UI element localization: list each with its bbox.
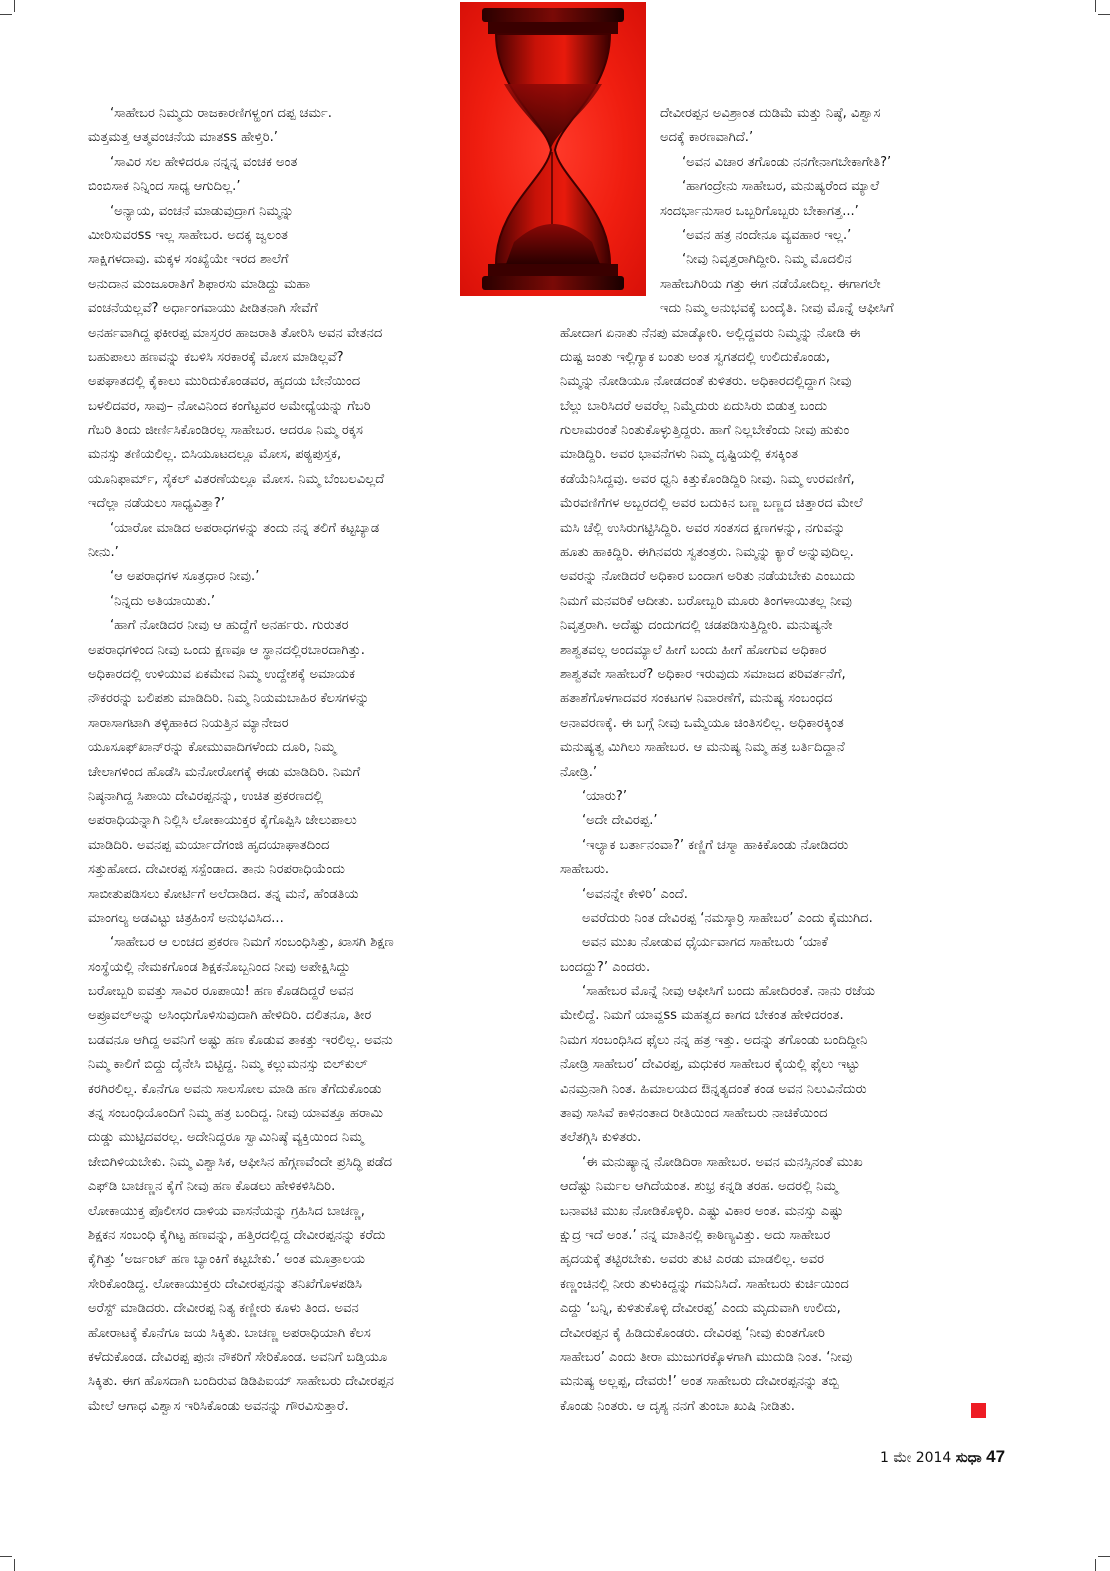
text-line: ಶಾಶ್ವತವಲ್ಲ ಅಂದಮ್ಯಾಲೆ ಹೀಗೆ ಬಂದು ಹೀಗೆ ಹೋಗುವ ಅಧಿಕಾರ [560,642,827,658]
text-line: ‘ಸಾಹೇಬರ ಮೊನ್ನೆ ನೀವು ಆಫೀಸಿಗೆ ಬಂದು ಹೋದಿರಂತೆ. ನಾನು ರಜೆಯ [582,984,875,1000]
text-line: ಶಾಶ್ವತವೇ ಸಾಹೇಬರೆ? ಅಧಿಕಾರ ಇರುವುದು ಸಮಾಜದ ಪರಿವರ್ತನೆಗೆ, [560,666,846,682]
text-line: ಮನಸ್ಸು ತಣಿಯಲಿಲ್ಲ. ಬಿಸಿಯೂಟದಲ್ಲೂ ಮೋಸ, ಪಠ್ಯಪುಸ್ತಕ, [88,447,342,463]
crop-mark-bottom-right-v [1095,1559,1096,1571]
text-line: ಕಳೆದುಕೊಂಡ. ದೇವಿರಪ್ಪ ಪುನಃ ನೌಕರಿಗೆ ಸೇರಿಕೊಂಡ. ಅವನಿಗೆ ಬಡ್ತಿಯೂ [88,1349,388,1365]
text-line: ಹತಾಶೆಗೊಳಗಾದವರ ಸಂಕಟಗಳ ನಿವಾರಣೆಗೆ, ಮನುಷ್ಯ ಸಂಬಂಧದ [560,691,833,707]
text-line: ವಿನಮ್ರನಾಗಿ ನಿಂತ. ಹಿಮಾಲಯದ ಔನ್ನತ್ಯದಂತೆ ಕಂಡ ಅವನ ನಿಲುವಿನೆದುರು [560,1081,867,1097]
text-line: ‘ಸಾವಿರ ಸಲ ಹೇಳಿದರೂ ನನ್ನನ್ನ ವಂಚಕ ಅಂತ [110,154,298,170]
text-line: ಎದ್ದು ‘ಬನ್ನಿ, ಕುಳಿತುಕೊಳ್ಳಿ ದೇವೀರಪ್ಪ’ ಎಂದು ಮೃದುವಾಗಿ ಉಲಿದು, [560,1301,841,1317]
text-line: ಅವರನ್ನು ನೋಡಿದರೆ ಅಧಿಕಾರ ಬಂದಾಗ ಅರಿತು ನಡೆಯಬೇಕು ಎಂಬುದು [560,569,856,585]
text-line: ಮಾಂಗಲ್ಯ ಅಡವಿಟ್ಟು ಚಿತ್ರಹಿಂಸೆ ಅನುಭವಿಸಿದ... [88,910,284,926]
text-line: ಸಿಕ್ಕಿತು. ಈಗ ಹೊಸದಾಗಿ ಬಂದಿರುವ ಡಿಡಿಪಿಐಯ್ ಸಾಹೇಬರು ದೇವೀರಪ್ಪನ [88,1374,394,1390]
text-line: ಮಾಡಿದಿರಿ. ಅವನಪ್ಪ ಮರ್ಯಾದೆಗಂಜಿ ಹೃದಯಾಘಾತದಿಂದ [88,837,330,853]
text-line: ದುಷ್ಟ ಜಂತು ಇಲ್ಲಿಗ್ಯಾಕ ಬಂತು ಅಂತ ಸ್ವಗತದಲ್ಲಿ ಉಲಿದುಕೊಂಡು, [560,349,831,365]
text-line: ಅರೆಸ್ಟ್ ಮಾಡಿದರು. ದೇವೀರಪ್ಪ ನಿತ್ಯ ಕಣ್ಣೀರು ಕೂಳು ತಿಂದ. ಅವನ [88,1301,359,1317]
text-line: ಬರೋಬ್ಬರಿ ಐವತ್ತು ಸಾವಿರ ರೂಪಾಯಿ! ಹಣ ಕೊಡದಿದ್ದರೆ ಅವನ [88,984,354,1000]
text-line: ನಿಮಗ ಸಂಬಂಧಿಸಿದ ಫೈಲು ನನ್ನ ಹತ್ರ ಇತ್ತು. ಅದನ್ನು ತಗೊಂಡು ಬಂದಿದ್ದೀನಿ [560,1032,868,1048]
text-line: ‘ಅವನ ವಿಚಾರ ತಗೊಂಡು ನನಗೇನಾಗಬೇಕಾಗೇತಿ?’ [682,154,892,170]
text-line: ಅಪಘಾತದಲ್ಲಿ ಕೈಕಾಲು ಮುರಿದುಕೊಂಡವರ, ಹೃದಯ ಬೇನೆಯಿಂದ [88,374,361,390]
page-number: 47 [986,1447,1006,1466]
text-line: ‘ಇಲ್ಯಾಕ ಬರ್ತಾನಂವಾ?’ ಕಣ್ಣಿಗೆ ಚಸ್ಮಾ ಹಾಕಿಕೊಂಡು ನೋಡಿದರು [582,837,849,853]
text-line: ‘ಸಾಹೇಬರ ನಿಮ್ಮದು ರಾಜಕಾರಣಿಗಳ್ಹಂಗ ದಪ್ಪ ಚರ್ಮ. [110,106,332,121]
text-line: ‘ಸಾಹೇಬರ ಆ ಲಂಚದ ಪ್ರಕರಣ ನಿಮಗೆ ಸಂಬಂಧಿಸಿತ್ತು, ಖಾಸಗಿ ಶಿಕ್ಷಣ [110,935,394,951]
text-line: ಕಣ್ಣಂಚಿನಲ್ಲಿ ನೀರು ತುಳುಕಿದ್ದನ್ನು ಗಮನಿಸಿದೆ. ಸಾಹೇಬರು ಕುರ್ಚಿಯಿಂದ [560,1276,849,1292]
text-line: ನಿಮಗೆ ಮನವರಿಕೆ ಆದೀತು. ಬರೋಬ್ಬರಿ ಮೂರು ತಿಂಗಳಾಯಿತಲ್ಲ ನೀವು [560,593,852,609]
text-line: ಸಾಹೇಬರು. [560,862,610,878]
text-line: ಬೆಲ್ಲು ಬಾರಿಸಿದರೆ ಅವರೆಲ್ಲ ನಿಮ್ಮೆದುರು ಏದುಸಿರು ಬಿಡುತ್ತ ಬಂದು [560,398,828,414]
text-line: ಸಾಬೀತುಪಡಿಸಲು ಕೋರ್ಟಿಗೆ ಅಲೆದಾಡಿದ. ತನ್ನ ಮನೆ, ಹೆಂಡತಿಯ [88,886,359,902]
text-line: ‘ಅನ್ಯಾಯ, ವಂಚನೆ ಮಾಡುವುದ್ರಾಗ ನಿಮ್ಮನ್ನು [110,203,294,219]
text-line: ದೇವೀರಪ್ಪನ ಕೈ ಹಿಡಿದುಕೊಂಡರು. ದೇವಿರಪ್ಪ ‘ನೀವು ಕುಂತಗೋರಿ [560,1325,825,1341]
text-line: ನಿವೃತ್ತರಾಗಿ. ಅದೆಷ್ಟು ದಂದುಗದಲ್ಲಿ ಚಡಪಡಿಸುತ್ತಿದ್ದೀರಿ. ಮನುಷ್ಯನೇ [560,618,833,634]
text-line: ಸಾಹೇಬಗಿರಿಯ ಗತ್ತು ಈಗ ನಡೆಯೋದಿಲ್ಲ. ಈಗಾಗಲೇ [660,276,881,292]
text-line: ಲೋಕಾಯುಕ್ತ ಪೊಲೀಸರ ದಾಳಿಯ ವಾಸನೆಯನ್ನು ಗ್ರಹಿಸಿದ ಬಾಚಣ್ಣ, [88,1203,365,1219]
text-line: ‘ನಿನ್ನದು ಅತಿಯಾಯಿತು.’ [110,593,215,609]
text-line: ಮೀರಿಸುವರss ಇಲ್ಲ ಸಾಹೇಬರ. ಅದಕ್ಕ ಜ್ವಲಂತ [88,227,288,243]
text-line: ‘ಹಾಗಂದ್ರೇನು ಸಾಹೇಬರ, ಮನುಷ್ಯರೆಂದ ಮ್ಯಾಲೆ [682,179,880,195]
text-line: ‘ಅವನ ಹತ್ರ ನಂದೇನೂ ವ್ಯವಹಾರ ಇಲ್ಲ.’ [682,227,852,243]
text-line: ನಿಮ್ಮ ಕಾಲಿಗೆ ಬಿದ್ದು ದೈನೇಸಿ ಬಿಟ್ಟಿದ್ದ. ನಿಮ್ಮ ಕಲ್ಲುಮನಸ್ಸು ಬಿಲ್‌ಕುಲ್ [88,1057,368,1073]
text-line: ಶಿಕ್ಷಕನ ಸಂಬಂಧಿ ಕೈಗಿಟ್ಟ ಹಣವನ್ನು, ಹತ್ತಿರದಲ್ಲಿದ್ದ ದೇವೀರಪ್ಪನನ್ನು ಕರೆದು [88,1227,386,1243]
text-line: ಅಪರಾಧಗಳಿಂದ ನೀವು ಒಂದು ಕ್ಷಣವೂ ಆ ಸ್ಥಾನದಲ್ಲಿರಬಾರದಾಗಿತ್ತು. [88,642,365,658]
text-line: ಬಡವನೂ ಆಗಿದ್ದ ಅವನಿಗೆ ಅಷ್ಟು ಹಣ ಕೊಡುವ ತಾಕತ್ತು ಇರಲಿಲ್ಲ. ಅವನು [88,1032,393,1048]
text-line: ಮಾಡಿದ್ದಿರಿ. ಅವರ ಭಾವನೆಗಳು ನಿಮ್ಮ ದೃಷ್ಟಿಯಲ್ಲಿ ಕಸಕ್ಕಿಂತ [560,447,799,463]
text-line: ಸಾಹೇಬರ’ ಎಂದು ತೀರಾ ಮುಜುಗರಕ್ಕೊಳಗಾಗಿ ಮುದುಡಿ ನಿಂತ. ‘ನೀವು [560,1349,853,1365]
text-line: ‘ಅವನನ್ನೇ ಕೇಳಿರಿ’ ಎಂದೆ. [582,886,688,902]
crop-mark-bottom-right [1098,1556,1110,1557]
text-line: ನೋಡ್ರಿ ಸಾಹೇಬರ’ ದೇವಿರಪ್ಪ, ಮಧುಕರ ಸಾಹೇಬರ ಕೈಯಲ್ಲಿ ಫೈಲು ಇಟ್ಟು [560,1057,860,1073]
text-line: ಮಸಿ ಚೆಲ್ಲಿ ಉಸಿರುಗಟ್ಟಿಸಿದ್ದಿರಿ. ಅವರ ಸಂತಸದ ಕ್ಷಣಗಳನ್ನು, ನಗುವನ್ನು [560,520,846,536]
page-footer [880,1447,1005,1467]
text-line: ದುಡ್ಡು ಮುಟ್ಟಿದವರಲ್ಲ. ಅದೇನಿದ್ದರೂ ಸ್ವಾಮಿನಿಷ್ಠೆ ವ್ಯಕ್ತಿಯಿಂದ ನಿಮ್ಮ [88,1130,364,1146]
text-line: ಹೂತು ಹಾಕಿದ್ದಿರಿ. ಈಗಿನವರು ಸ್ವತಂತ್ರರು. ನಿಮ್ಮನ್ನು ಕ್ಯಾರೆ ಅನ್ನುವುದಿಲ್ಲ. [560,545,854,561]
text-line: ಮೆರವಣಿಗೆಗಳ ಅಬ್ಬರದಲ್ಲಿ ಅವರ ಬದುಕಿನ ಬಣ್ಣ ಬಣ್ಣದ ಚಿತ್ತಾರದ ಮೇಲೆ [560,496,863,512]
text-line: ‘ಯಾರು?’ [582,788,628,804]
text-line: ‘ಯಾರೋ ಮಾಡಿದ ಅಪರಾಧಗಳನ್ನು ತಂದು ನನ್ನ ತಲಿಗೆ ಕಟ್ಟಬ್ಯಾಡ [110,520,380,536]
text-line: ನೋಡ್ರಿ.’ [560,764,598,780]
text-line: ಚೇಲಾಗಳಿಂದ ಹೊಡೆಸಿ ಮನೋರೋಗಕ್ಕೆ ಈಡು ಮಾಡಿದಿರಿ. ನಿಮಗೆ [88,764,361,780]
text-line: ವಂಚನೆಯಲ್ಲವೆ? ಅರ್ಧಾಂಗವಾಯು ಪೀಡಿತನಾಗಿ ಸೇವೆಗೆ [88,301,318,317]
text-line: ದೇವೀರಪ್ಪನ ಅವಿಶ್ರಾಂತ ದುಡಿಮೆ ಮತ್ತು ನಿಷ್ಠೆ, ವಿಶ್ವಾಸ [660,106,881,121]
text-line: ಅವನ ಮುಖ ನೋಡುವ ಧೈರ್ಯವಾಗದ ಸಾಹೇಬರು ‘ಯಾಕೆ [582,935,828,951]
text-line: ಅಪ್ರೂವಲ್‌ಅನ್ನು ಅಸಿಂಧುಗೊಳಿಸುವುದಾಗಿ ಹೇಳಿದಿರಿ. ದಲಿತನೂ, ತೀರ [88,1008,372,1024]
text-line: ಅದಕ್ಕೆ ಕಾರಣವಾಗಿದೆ.’ [660,130,754,146]
text-line: ಅಧಿಕಾರದಲ್ಲಿ ಉಳಿಯುವ ಏಕಮೇವ ನಿಮ್ಮ ಉದ್ದೇಶಕ್ಕೆ ಅಮಾಯಕ [88,666,356,682]
text-line: ಸಂದರ್ಭಾನುಸಾರ ಒಬ್ಬರಿಗೊಬ್ಬರು ಬೇಕಾಗತ್ತ...’ [660,203,859,219]
text-line: ಜೇಬಿಗಿಳಿಯಬೇಕು. ನಿಮ್ಮ ವಿಶ್ವಾಸಿಕ, ಆಫೀಸಿನ ಹೆಗ್ಗಣವೆಂದೇ ಪ್ರಸಿದ್ಧಿ ಪಡೆದ [88,1154,393,1170]
text-line: ಸಂಸ್ಥೆಯಲ್ಲಿ ನೇಮಕಗೊಂಡ ಶಿಕ್ಷಕನೊಬ್ಬನಿಂದ ನೀವು ಅಪೇಕ್ಷಿಸಿದ್ದು [88,959,351,975]
text-line: ಇದು ನಿಮ್ಮ ಅನುಭವಕ್ಕೆ ಬಂದೈತಿ. ನೀವು ಮೊನ್ನೆ ಆಫೀಸಿಗೆ [660,301,894,317]
text-line: ‘ಈ ಮನುಷ್ಯಾನ್ನ ನೋಡಿದಿರಾ ಸಾಹೇಬರ. ಅವನ ಮನಸ್ಸಿನಂತೆ ಮುಖ [582,1154,863,1170]
text-line: ಸೇರಿಕೊಂಡಿದ್ದ. ಲೋಕಾಯುಕ್ತರು ದೇವೀರಪ್ಪನನ್ನು ತನಿಖೆಗೊಳಪಡಿಸಿ [88,1276,362,1292]
text-line: ಬಹುಪಾಲು ಹಣವನ್ನು ಕಬಳಿಸಿ ಸರಕಾರಕ್ಕೆ ಮೋಸ ಮಾಡಿಲ್ಲವೆ? [88,349,344,365]
text-line: ಸಾಕ್ಷಿಗಳದಾವು. ಮಕ್ಕಳ ಸಂಖ್ಯೆಯೇ ಇರದ ಶಾಲೆಗೆ [88,252,289,268]
text-line: ‘ಆ ಅಪರಾಧಗಳ ಸೂತ್ರಧಾರ ನೀವು.’ [110,569,260,585]
text-line: ಇದೆಲ್ಲಾ ನಡೆಯಲು ಸಾಧ್ಯವಿತ್ತಾ?’ [88,496,225,512]
text-line: ತನ್ನ ಸಂಬಂಧಿಯೊಂದಿಗೆ ನಿಮ್ಮ ಹತ್ರ ಬಂದಿದ್ದ. ನೀವು ಯಾವತ್ತೂ ಹರಾಮಿ [88,1106,384,1122]
article-column-right [560,102,1010,1419]
text-line: ಮೇಲೆ ಆಗಾಧ ವಿಶ್ವಾಸ ಇರಿಸಿಕೊಂಡು ಅವನನ್ನು ಗೌರವಿಸುತ್ತಾರೆ. [88,1398,349,1414]
text-line: ‘ನೀವು ನಿವೃತ್ತರಾಗಿದ್ದೀರಿ. ನಿಮ್ಮ ಮೊದಲಿನ [682,252,852,268]
text-line: ‘ಹಾಗೆ ನೋಡಿದರ ನೀವು ಆ ಹುದ್ದೆಗೆ ಅನರ್ಹರು. ಗುರುತರ [110,618,349,634]
crop-mark-top-right [1098,14,1110,15]
text-line: ಅವರೆದುರು ನಿಂತ ದೇವಿರಪ್ಪ ‘ನಮಸ್ಕಾರ್ರಿ ಸಾಹೇಬರ’ ಎಂದು ಕೈಮುಗಿದ. [582,910,873,926]
text-line: ಅನಾವರಣಕ್ಕೆ. ಈ ಬಗ್ಗೆ ನೀವು ಒಮ್ಮೆಯೂ ಚಿಂತಿಸಲಿಲ್ಲ. ಅಧಿಕಾರಕ್ಕಿಂತ [560,715,844,731]
text-line: ತಲೆತಗ್ಗಿಸಿ ಕುಳಿತರು. [560,1130,642,1146]
text-line: ಅಪರಾಧಿಯನ್ನಾಗಿ ನಿಲ್ಲಿಸಿ ಲೋಕಾಯುಕ್ತರ ಕೈಗೊಪ್ಪಿಸಿ ಜೇಲುಪಾಲು [88,813,357,829]
text-line: ನಿಷ್ಠನಾಗಿದ್ದ ಸಿಪಾಯಿ ದೇವಿರಪ್ಪನನ್ನು, ಉಚಿತ ಪ್ರಕರಣದಲ್ಲಿ [88,788,324,804]
text-line: ಕೈಗಿತ್ತು ‘ಅರ್ಜಂಟ್ ಹಣ ಬ್ಯಾಂಕಿಗೆ ಕಟ್ಟಬೇಕು.’ ಅಂತ ಮೂತ್ರಾಲಯ [88,1252,366,1268]
text-line: ನೌಕರರನ್ನು ಬಲಿಪಶು ಮಾಡಿದಿರಿ. ನಿಮ್ಮ ನಿಯಮಬಾಹಿರ ಕೆಲಸಗಳನ್ನು [88,691,370,707]
crop-mark-top-left-v [14,0,15,12]
text-line: ಸತ್ತುಹೋದ. ದೇವೀರಪ್ಪ ಸಸ್ಪೆಂಡಾದ. ತಾನು ನಿರಪರಾಧಿಯೆಂದು [88,862,345,878]
crop-mark-top-left [0,14,12,15]
text-line: ಕೊಂಡು ನಿಂತರು. ಆ ದೃಶ್ಯ ನನಗೆ ತುಂಬಾ ಖುಷಿ ನೀಡಿತು. [560,1398,795,1414]
article-column-left [88,102,528,1419]
text-line: ಮತ್ತಮತ್ತ ಆತ್ಮವಂಚನೆಯ ಮಾತss ಹೇಳ್ತಿರಿ.’ [88,130,278,146]
text-line: ‘ಅದೇ ದೇವಿರಪ್ಪ.’ [582,813,658,829]
text-line: ಹೃದಯಕ್ಕೆ ತಟ್ಟಿರಬೇಕು. ಅವರು ತುಟಿ ಎರಡು ಮಾಡಲಿಲ್ಲ. ಅವರ [560,1252,825,1268]
text-line: ಯೂನಿಫಾರ್ಮ್, ಸೈಕಲ್ ವಿತರಣೆಯಲ್ಲೂ ಮೋಸ. ನಿಮ್ಮ ಬೆಂಬಲವಿಲ್ಲದೆ [88,471,385,487]
text-line: ಗೆಬರಿ ತಿಂದು ಜೀರ್ಣಿಸಿಕೊಂಡಿರಲ್ಲ ಸಾಹೇಬರ. ಆದರೂ ನಿಮ್ಮ ರಕ್ಕಸ [88,423,363,439]
end-of-story-square-icon [971,1403,986,1418]
text-line: ಹೋರಾಟಕ್ಕೆ ಕೊನೆಗೂ ಜಯ ಸಿಕ್ಕಿತು. ಬಾಚಣ್ಣ ಅಪರಾಧಿಯಾಗಿ ಕೆಲಸ [88,1325,371,1341]
issue-date: 1 ಮೇ 2014 [880,1450,952,1466]
magazine-name: ಸುಧಾ [955,1450,982,1466]
text-line: ತಾವು ಸಾಸಿವೆ ಕಾಳಿನಂತಾದ ರೀತಿಯಿಂದ ಸಾಹೇಬರು ನಾಚಿಕೆಯಿಂದ [560,1106,828,1122]
text-line: ಅನರ್ಹವಾಗಿದ್ದ ಫಕೀರಪ್ಪ ಮಾಸ್ತರರ ಹಾಜರಾತಿ ತೋರಿಸಿ ಅವನ ವೇತನದ [88,325,383,341]
text-line: ಬನಾವಟಿ ಮುಖ ನೋಡಿಕೊಳ್ಳಿರಿ. ಎಷ್ಟು ವಿಕಾರ ಅಂತ. ಮನಸ್ಸು ಎಷ್ಟು [560,1203,844,1219]
text-line: ಆದೆಷ್ಟು ನಿರ್ಮಲ ಆಗಿದೆಯಂತ. ಶುಭ್ರ ಕನ್ನಡಿ ತರಹ. ಅದರಲ್ಲಿ ನಿಮ್ಮ [560,1179,838,1195]
text-line: ಕಡೆಯೆನಿಸಿದ್ದವು. ಅವರ ಧ್ವನಿ ಕಿತ್ತುಕೊಂಡಿದ್ದಿರಿ ನೀವು. ನಿಮ್ಮ ಉರವಣಿಗೆ, [560,471,855,487]
text-line: ಗುಲಾಮರಂತೆ ನಿಂತುಕೊಳ್ಳುತ್ತಿದ್ದರು. ಹಾಗೆ ನಿಲ್ಲಬೇಕೆಂದು ನೀವು ಹುಕುಂ [560,423,850,439]
text-line: ಅನುದಾನ ಮಂಜೂರಾತಿಗೆ ಶಿಫಾರಸು ಮಾಡಿದ್ದು ಮಹಾ [88,276,311,292]
text-line: ಮೇಲಿದ್ದೆ. ನಿಮಗೆ ಯಾವ್ದss ಮಹತ್ವದ ಕಾಗದ ಬೇಕಂತ ಹೇಳಿದರಂತ. [560,1008,844,1024]
text-line: ನೀನು.’ [88,545,119,561]
text-line: ಮನುಷ್ಯ ಅಲ್ಲಪ್ಪ, ದೇವರು!’ ಅಂತ ಸಾಹೇಬರು ದೇವೀರಪ್ಪನನ್ನು ತಬ್ಬಿ [560,1374,839,1390]
text-line: ನಿಮ್ಮನ್ನು ನೋಡಿಯೂ ನೋಡದಂತೆ ಕುಳಿತರು. ಅಧಿಕಾರದಲ್ಲಿದ್ದಾಗ ನೀವು [560,374,852,390]
text-line: ಬಂದದ್ದು?’ ಎಂದರು. [560,959,651,975]
crop-mark-top-right-v [1095,0,1096,12]
text-line: ಮನುಷ್ಯತ್ವ ಮಿಗಿಲು ಸಾಹೇಬರ. ಆ ಮನುಷ್ಯ ನಿಮ್ಮ ಹತ್ರ ಬರ್ತಿದಿದ್ದಾನೆ [560,740,845,756]
text-line: ಹೋದಾಗ ಏನಾತು ನೆನಪು ಮಾಡ್ಕೋರಿ. ಅಲ್ಲಿದ್ದವರು ನಿಮ್ಮನ್ನು ನೋಡಿ ಈ [560,325,861,341]
text-line: ಎಫ್‌ಡಿ ಬಾಚಣ್ಣನ ಕೈಗೆ ನೀವು ಹಣ ಕೊಡಲು ಹೇಳಿಕಳಿಸಿದಿರಿ. [88,1179,336,1195]
text-line: ಬಿಂಬಿಸಾಕ ನಿನ್ನಿಂದ ಸಾಧ್ಯ ಆಗುದಿಲ್ಲ.’ [88,179,241,195]
crop-mark-bottom-left-v [14,1559,15,1571]
text-line: ಬಳಲಿದವರ, ಸಾವು– ನೋವಿನಿಂದ ಕಂಗೆಟ್ಟವರ ಅಮೇಧ್ಯೆಯನ್ನು ಗೆಬರಿ [88,398,371,414]
text-line: ಯೂಸೂಫ್‌ಖಾನ್‌ರನ್ನು ಕೋಮುವಾದಿಗಳೆಂದು ದೂರಿ, ನಿಮ್ಮ [88,740,336,756]
text-line: ಕರಗಿರಲಿಲ್ಲ. ಕೊನೆಗೂ ಅವನು ಸಾಲಸೋಲ ಮಾಡಿ ಹಣ ತೆಗೆದುಕೊಂಡು [88,1081,382,1097]
crop-mark-bottom-left [0,1556,12,1557]
text-line: ಸಾರಾಸಾಗಟಾಗಿ ತಳ್ಳಿಹಾಕಿದ ನಿಯತ್ತಿನ ಮ್ಯಾನೇಜರ [88,715,289,731]
text-line: ಕ್ಷುದ್ರ ಇದೆ ಅಂತ.’ ನನ್ನ ಮಾತಿನಲ್ಲಿ ಕಾಠಿಣ್ಯವಿತ್ತು. ಅದು ಸಾಹೇಬರ [560,1227,831,1243]
